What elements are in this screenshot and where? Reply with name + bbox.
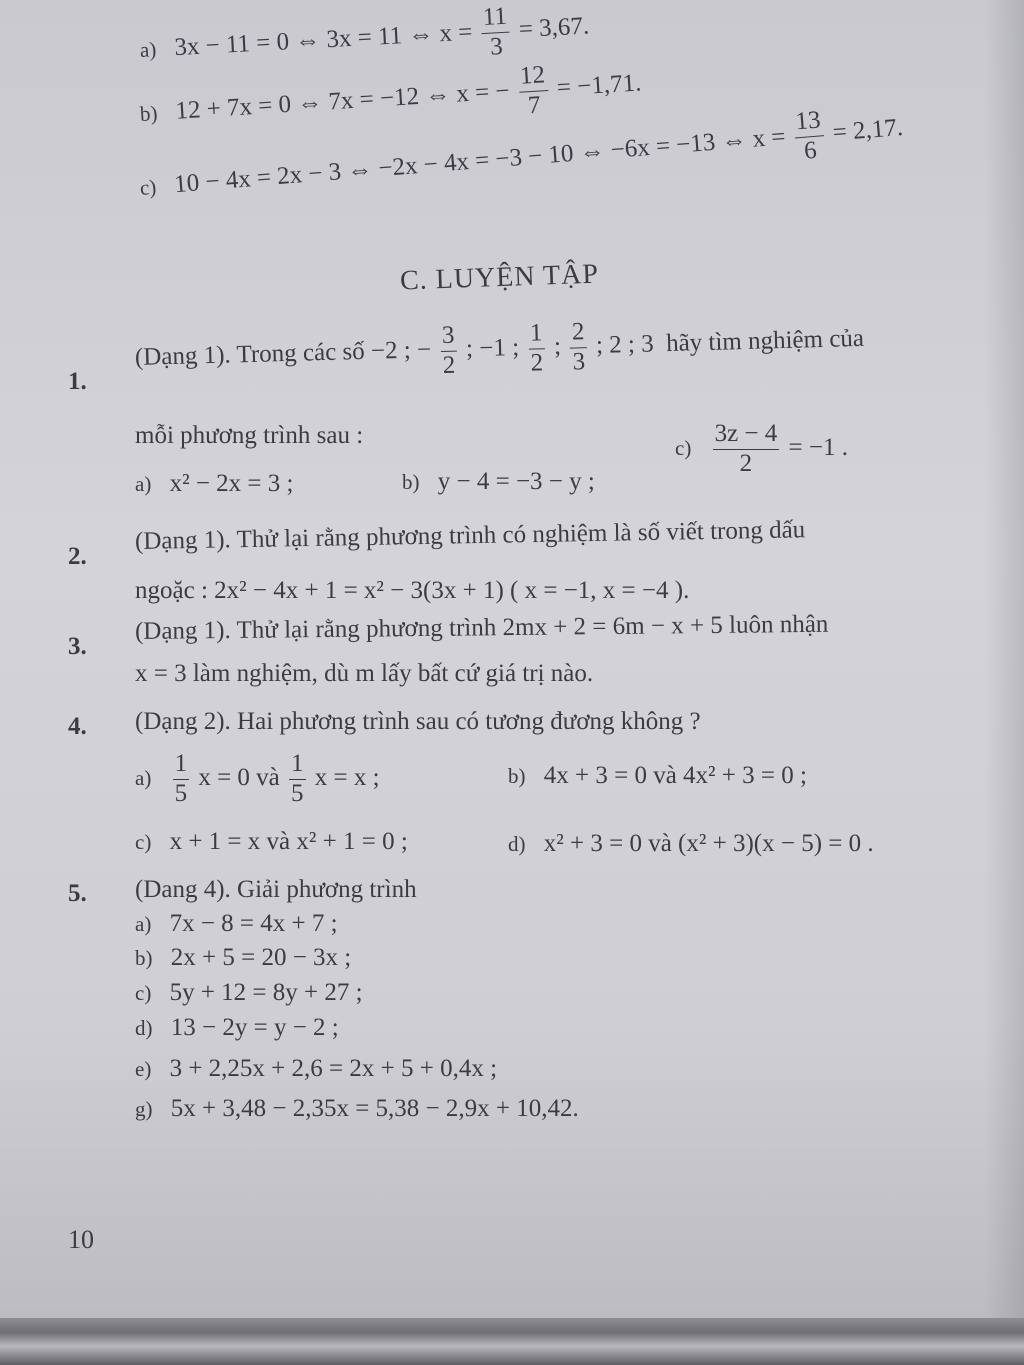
problem-1-frac3	[570, 318, 588, 377]
problem-5-item-e	[135, 1055, 497, 1083]
problem-5-item-d-text: 13 − 2y = y − 2 ;	[170, 1014, 339, 1041]
problem-5-item-a-label: a)	[135, 912, 152, 936]
problem-5-item-b-label: b)	[135, 946, 153, 970]
problem-1-a-label: a)	[135, 472, 152, 496]
answer-b-denominator: 7	[527, 91, 542, 120]
problem-5-item-a	[135, 910, 338, 938]
answer-c-denominator: 6	[803, 136, 818, 165]
problem-1-frac1	[440, 322, 458, 381]
problem-4-a-mid: x = 0 và	[198, 763, 280, 791]
problem-5-item-c-text: 5y + 12 = 8y + 27 ;	[169, 979, 363, 1006]
problem-1-b-label: b)	[402, 470, 420, 494]
problem-1-c-num: 3z − 4	[713, 420, 780, 450]
problem-2-number: 2.	[68, 543, 87, 570]
problem-5-item-b	[135, 944, 351, 972]
problem-1-number: 1.	[68, 368, 87, 395]
problem-5-item-e-text: 3 + 2,25x + 2,6 = 2x + 5 + 0,4x ;	[169, 1055, 498, 1082]
problem-5-item-g	[135, 1095, 579, 1123]
answer-c-fraction	[792, 106, 826, 167]
problem-4-a-post: x = x ;	[314, 763, 380, 791]
problem-4-b-text: 4x + 3 = 0 và 4x² + 3 = 0 ;	[543, 762, 807, 789]
problem-4-b-label: b)	[508, 764, 526, 788]
problem-4-c	[135, 828, 408, 856]
answer-b-numerator: 12	[517, 61, 548, 92]
problem-3-number: 3.	[68, 633, 87, 660]
problem-4-a-frac2-den: 5	[291, 779, 304, 807]
problem-1-frac3-den: 3	[572, 347, 586, 376]
answer-b-label: b)	[139, 100, 159, 126]
problem-5-item-b-text: 2x + 5 = 20 − 3x ;	[170, 944, 352, 971]
problem-1-n3: ;	[553, 332, 562, 361]
page-shadow	[984, 0, 1024, 1320]
problem-4-a-label: a)	[135, 765, 152, 790]
problem-1-tail: hãy tìm nghiệm của	[665, 324, 865, 358]
answer-a-fraction	[480, 3, 511, 63]
problem-1-frac2	[528, 319, 546, 378]
section-title: C. LUYỆN TẬP	[399, 258, 600, 297]
problem-5-item-a-text: 7x − 8 = 4x + 7 ;	[169, 910, 338, 937]
problem-3-line1: (Dạng 1). Thử lại rằng phương trình 2mx + 2 = 6m − x + 5 luôn nhận	[134, 610, 829, 645]
problem-5-item-c-label: c)	[135, 981, 152, 1005]
answer-b-fraction	[517, 61, 550, 121]
problem-5-item-g-text: 5x + 3,48 − 2,35x = 5,38 − 2,9x + 10,42.	[170, 1095, 579, 1122]
problem-1-n2: ; −1 ;	[465, 333, 520, 363]
problem-4-a-frac2	[289, 750, 306, 809]
problem-3-line2: x = 3 làm nghiệm, dù m lấy bất cứ giá trị nào.	[135, 660, 594, 687]
problem-5-item-d	[135, 1014, 339, 1042]
problem-1-line1	[134, 311, 865, 389]
problem-4-c-text: x + 1 = x và x² + 1 = 0 ;	[169, 828, 408, 855]
problem-1-c	[675, 420, 848, 479]
problem-5-item-d-label: d)	[135, 1016, 153, 1040]
problem-1-a-text: x² − 2x = 3 ;	[169, 470, 294, 497]
problem-4-d	[508, 830, 874, 858]
problem-4-b	[508, 762, 807, 790]
problem-1-frac3-num: 2	[570, 318, 587, 348]
answer-b-pre: 12 + 7x = 0 ⇔ 7x = −12 ⇔ x = −	[174, 77, 511, 125]
problem-1-c-den: 2	[739, 449, 753, 477]
problem-1-frac2-den: 2	[530, 349, 544, 377]
problem-4-a-frac1	[173, 750, 190, 809]
problem-1-b-text: y − 4 = −3 − y ;	[437, 468, 595, 495]
problem-1-b	[402, 468, 595, 496]
problem-4-c-label: c)	[135, 830, 152, 854]
problem-1-c-label: c)	[675, 435, 692, 460]
answer-a-denominator: 3	[489, 32, 504, 61]
problem-1-frac2-num: 1	[528, 319, 545, 349]
problem-4-a-frac2-num: 1	[289, 750, 306, 780]
problem-1-c-fraction	[713, 420, 780, 479]
book-edge	[0, 1318, 1024, 1365]
problem-1-a	[135, 470, 293, 498]
problem-1-frac1-num: 3	[440, 322, 457, 352]
problem-1-frac1-den: 2	[442, 351, 456, 379]
problem-1-text: (Dạng 1). Trong các số	[134, 337, 366, 371]
problem-4-d-label: d)	[508, 832, 526, 856]
problem-4-a-frac1-num: 1	[173, 750, 190, 780]
page-number: 10	[68, 1225, 94, 1254]
problem-5-item-c	[135, 979, 363, 1007]
answer-c-pre: 10 − 4x = 2x − 3 ⇔ −2x − 4x = −3 − 10 ⇔ −6x = −13 ⇔ x =	[173, 123, 787, 199]
problem-5-line1: (Dang 4). Giải phương trình	[135, 876, 417, 903]
problem-2-line2: ngoặc : 2x² − 4x + 1 = x² − 3(3x + 1) ( x = −1, x = −4 ).	[135, 577, 690, 604]
answer-a-pre: 3x − 11 = 0 ⇔ 3x = 11 ⇔ x =	[173, 18, 474, 62]
answer-c-post: = 2,17.	[831, 113, 904, 147]
problem-5-item-e-label: e)	[135, 1057, 152, 1081]
problem-5-item-g-label: g)	[135, 1097, 153, 1121]
answer-a-post: = 3,67.	[518, 12, 590, 44]
problem-1-n1: −2 ; −	[370, 336, 432, 365]
answer-c-label: c)	[138, 174, 158, 200]
problem-4-number: 4.	[68, 713, 87, 740]
problem-1-line2: mỗi phương trình sau :	[135, 422, 364, 449]
problem-4-a-frac1-den: 5	[174, 779, 188, 807]
answer-a-numerator: 11	[480, 3, 510, 34]
answer-a-label: a)	[139, 37, 157, 62]
problem-4-line1: (Dạng 2). Hai phương trình sau có tương đương không ?	[135, 708, 701, 735]
problem-4-d-text: x² + 3 = 0 và (x² + 3)(x − 5) = 0 .	[543, 830, 874, 857]
problem-2-line1: (Dạng 1). Thử lại rằng phương trình có nghiệm là số viết trong dấu	[134, 516, 806, 555]
problem-1-n4: ; 2 ; 3	[595, 330, 654, 359]
answer-c-numerator: 13	[792, 106, 823, 138]
problem-4-a	[135, 750, 380, 809]
problem-1-c-post: = −1 .	[788, 433, 848, 461]
answer-b-post: = −1,71.	[556, 69, 643, 102]
problem-5-number: 5.	[68, 880, 87, 907]
